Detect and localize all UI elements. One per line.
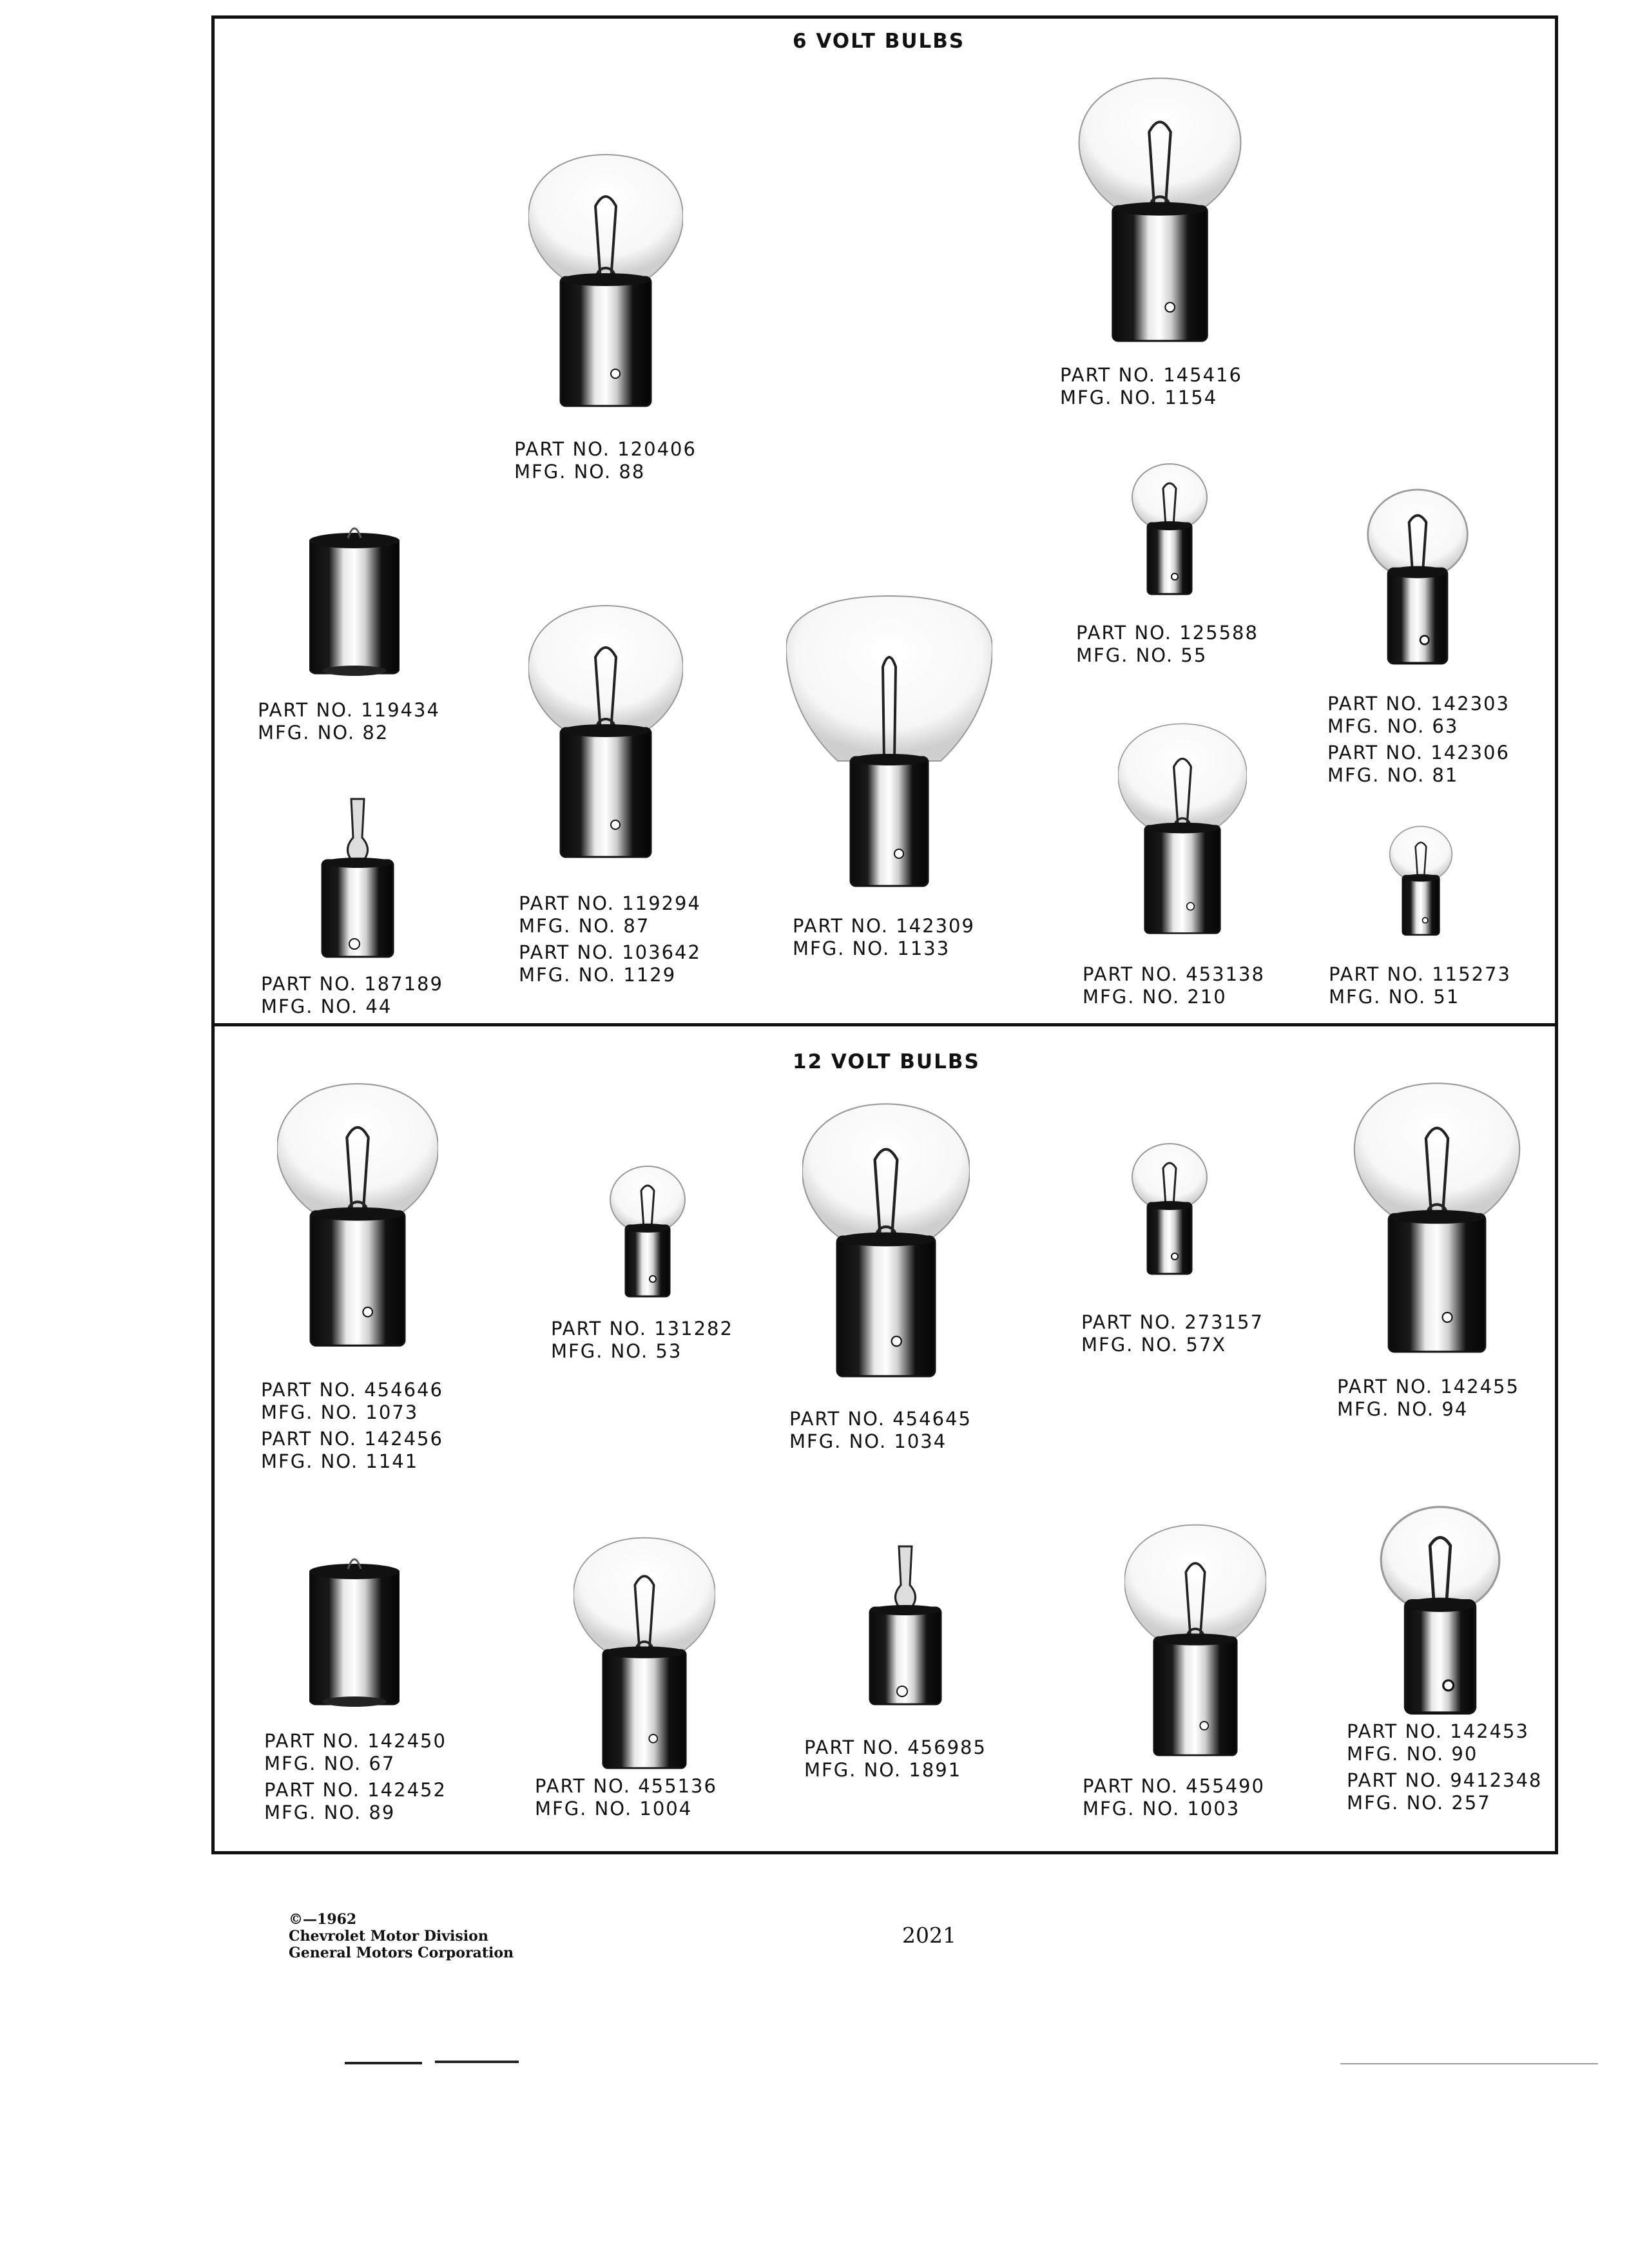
bulb-label: [789, 1408, 972, 1453]
mfg-number: MFG. NO. 82: [258, 722, 389, 744]
mfg-number: MFG. NO. 87: [519, 915, 650, 937]
page-number: 2021: [902, 1923, 956, 1948]
part-number: PART NO. 142303: [1327, 693, 1510, 715]
part-number: PART NO. 142453: [1347, 1720, 1529, 1742]
publisher-corporation: General Motors Corporation: [289, 1945, 514, 1961]
mfg-number: MFG. NO. 1034: [789, 1430, 947, 1452]
scan-artifact: [435, 2061, 519, 2063]
bulb-label: [793, 915, 975, 960]
mfg-number: MFG. NO. 81: [1327, 764, 1459, 786]
bulb-label: [1329, 963, 1511, 1008]
part-number: PART NO. 145416: [1060, 364, 1242, 386]
scan-artifact: [345, 2062, 422, 2064]
mfg-number: MFG. NO. 57X: [1081, 1334, 1227, 1356]
mfg-number: MFG. NO. 51: [1329, 986, 1460, 1008]
mfg-number: MFG. NO. 1129: [519, 964, 677, 986]
section-divider: [211, 1023, 1558, 1026]
mfg-number: MFG. NO. 89: [264, 1802, 396, 1823]
part-number: PART NO. 103642: [519, 941, 701, 963]
bulb-label: [1083, 1775, 1265, 1820]
bulb-illustration: [277, 1063, 438, 1360]
publisher-division: Chevrolet Motor Division: [289, 1928, 488, 1945]
bulb-label: [258, 699, 440, 744]
part-number: PART NO. 142306: [1327, 742, 1510, 764]
mfg-number: MFG. NO. 1133: [793, 937, 950, 959]
bulb-label: [261, 973, 443, 1018]
bulb-illustration: [1131, 457, 1208, 606]
mfg-number: MFG. NO. 1073: [261, 1401, 419, 1423]
part-number: PART NO. 142309: [793, 915, 975, 937]
bulb-label: [1081, 1311, 1264, 1356]
part-number: PART NO. 142452: [264, 1779, 447, 1801]
bulb-illustration: [786, 593, 992, 896]
part-number: PART NO. 455490: [1083, 1775, 1265, 1797]
mfg-number: MFG. NO. 210: [1083, 986, 1227, 1008]
bulb-label: [1083, 963, 1265, 1008]
part-number: PART NO. 142456: [261, 1428, 443, 1450]
bulb-label: [1076, 622, 1258, 667]
part-number: PART NO. 9412348: [1347, 1769, 1543, 1791]
bulb-illustration: [574, 1521, 715, 1791]
bulb-label: [261, 1379, 443, 1473]
part-number: PART NO. 456985: [804, 1736, 987, 1758]
mfg-number: MFG. NO. 1141: [261, 1450, 419, 1472]
bulb-illustration: [1124, 1508, 1266, 1778]
bulb-illustration: [309, 1546, 400, 1714]
bulb-label: [1060, 364, 1242, 409]
part-number: PART NO. 119434: [258, 699, 440, 721]
part-number: PART NO. 453138: [1083, 963, 1265, 985]
part-number: PART NO. 131282: [551, 1318, 733, 1340]
bulb-illustration: [1366, 483, 1469, 677]
part-number: PART NO. 120406: [514, 438, 697, 460]
part-number: PART NO. 125588: [1076, 622, 1258, 644]
part-number: PART NO. 454645: [789, 1408, 972, 1430]
bulb-label: [1327, 693, 1510, 787]
part-number: PART NO. 119294: [519, 892, 701, 914]
bulb-illustration: [802, 1089, 970, 1398]
bulb-illustration: [316, 796, 400, 963]
bulb-label: [514, 438, 697, 483]
mfg-number: MFG. NO. 1004: [535, 1798, 693, 1820]
six-volt-section-title: 6 VOLT BULBS: [793, 30, 965, 53]
mfg-number: MFG. NO. 1891: [804, 1759, 962, 1781]
mfg-number: MFG. NO. 55: [1076, 644, 1208, 666]
mfg-number: MFG. NO. 67: [264, 1753, 396, 1774]
mfg-number: MFG. NO. 94: [1337, 1398, 1469, 1420]
bulb-label: [1347, 1720, 1542, 1814]
bulb-illustration: [309, 509, 400, 689]
bulb-label: [535, 1775, 717, 1820]
mfg-number: MFG. NO. 1003: [1083, 1798, 1240, 1820]
part-number: PART NO. 142450: [264, 1730, 447, 1752]
bulb-illustration: [1118, 702, 1247, 960]
copyright-notice: [289, 1911, 514, 1961]
mfg-number: MFG. NO. 257: [1347, 1792, 1491, 1814]
part-number: PART NO. 142455: [1337, 1376, 1519, 1398]
mfg-number: MFG. NO. 88: [514, 461, 646, 483]
copyright-year: ©—1962: [289, 1911, 357, 1928]
part-number: PART NO. 115273: [1329, 963, 1511, 985]
bulb-illustration: [1076, 58, 1244, 354]
bulb-illustration: [609, 1160, 686, 1308]
scan-artifact: [1340, 2063, 1598, 2064]
bulb-illustration: [863, 1543, 947, 1711]
part-number: PART NO. 454646: [261, 1379, 443, 1401]
mfg-number: MFG. NO. 63: [1327, 715, 1459, 737]
mfg-number: MFG. NO. 1154: [1060, 387, 1218, 408]
mfg-number: MFG. NO. 44: [261, 995, 392, 1017]
bulb-label: [551, 1318, 733, 1363]
bulb-illustration: [528, 573, 683, 883]
bulb-illustration: [1353, 1070, 1521, 1372]
mfg-number: MFG. NO. 53: [551, 1340, 682, 1362]
bulb-illustration: [1131, 1134, 1208, 1289]
bulb-label: [804, 1736, 987, 1782]
twelve-volt-section-title: 12 VOLT BULBS: [793, 1050, 980, 1073]
mfg-number: MFG. NO. 90: [1347, 1743, 1478, 1765]
bulb-illustration: [1379, 1504, 1501, 1724]
bulb-label: [519, 892, 701, 986]
bulb-label: [264, 1730, 447, 1824]
bulb-label: [1337, 1376, 1519, 1421]
part-number: PART NO. 187189: [261, 973, 443, 995]
bulb-illustration: [1389, 818, 1453, 947]
bulb-illustration: [528, 129, 683, 412]
part-number: PART NO. 455136: [535, 1775, 717, 1797]
part-number: PART NO. 273157: [1081, 1311, 1264, 1333]
